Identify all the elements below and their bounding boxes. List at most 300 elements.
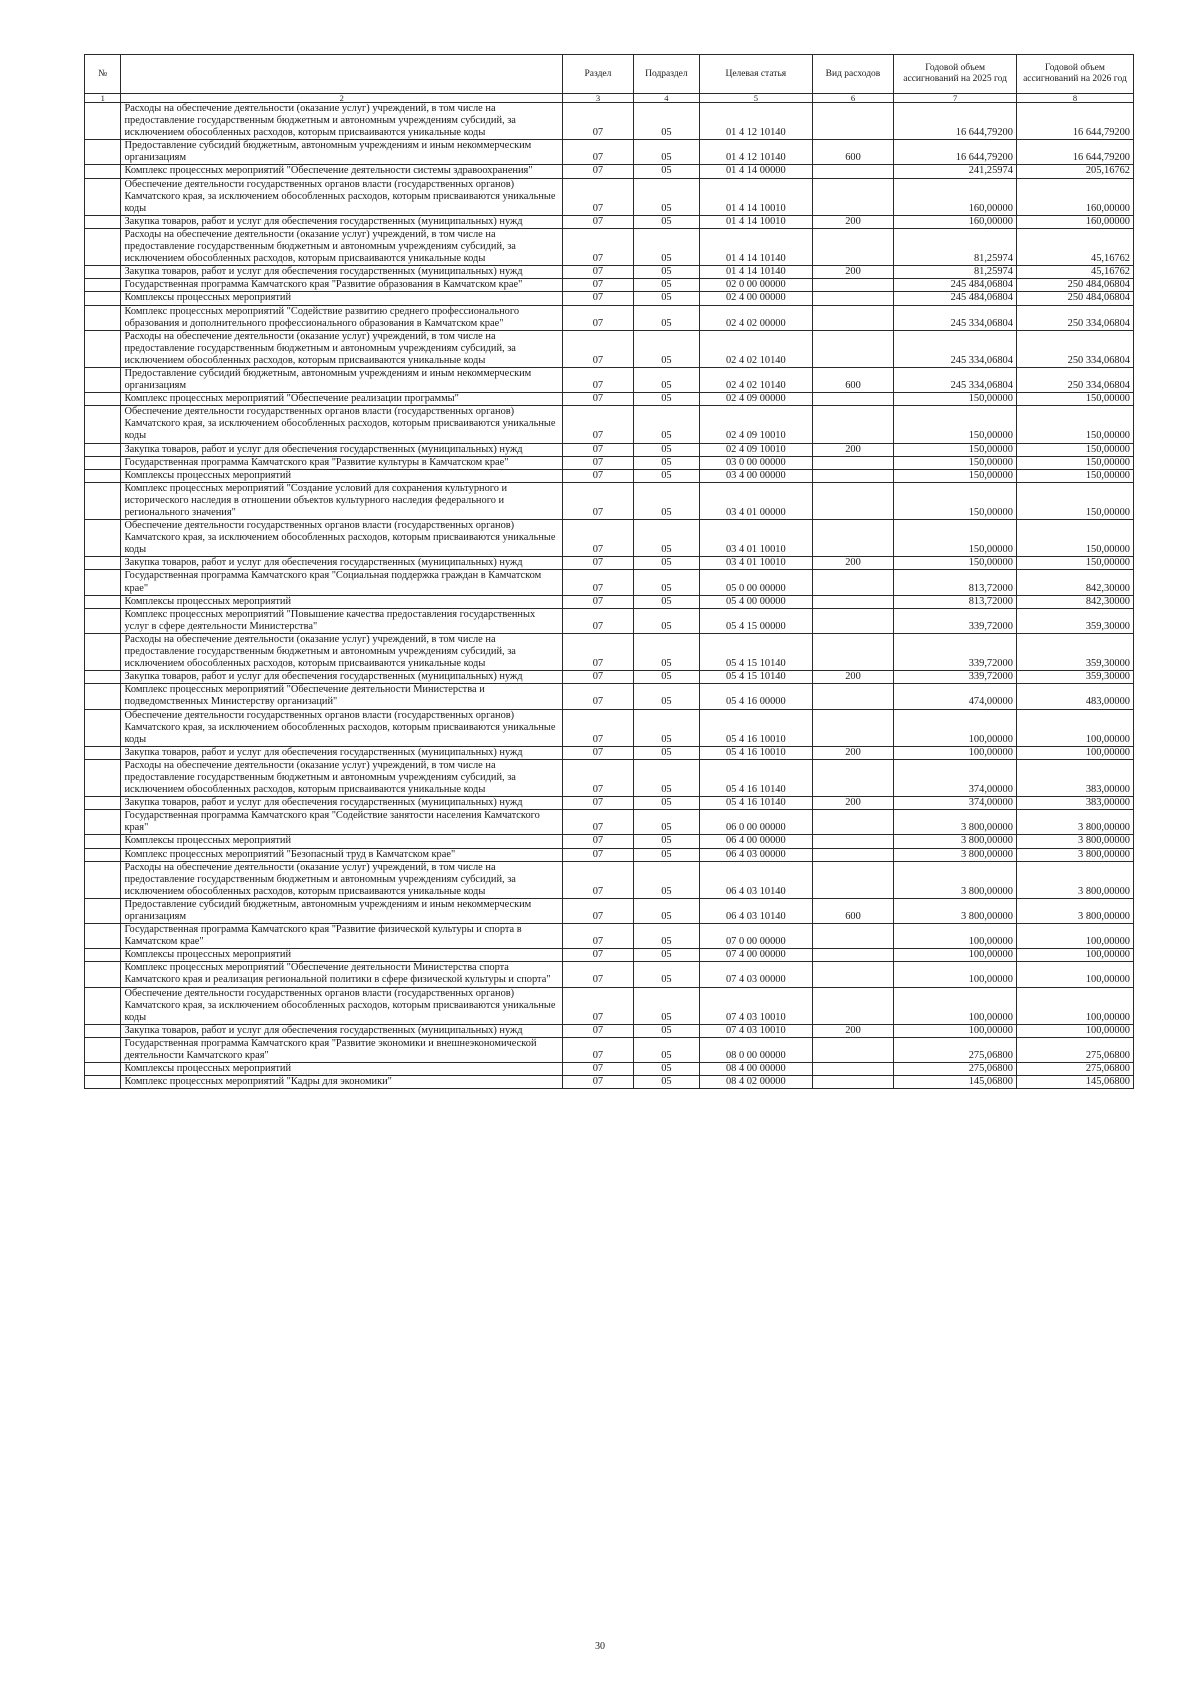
row-volume-2025-cell: 245 334,06804	[894, 305, 1017, 330]
row-volume-2025-cell: 241,25974	[894, 165, 1017, 178]
row-section-cell: 07	[563, 835, 634, 848]
row-expense-type-cell: 200	[812, 746, 894, 759]
row-name-cell: Расходы на обеспечение деятельности (оказание услуг) учреждений, в том числе на предоставление государственным бюджетным и автономным учреждениям субсидий, за исключением обособленных расходов, которым присваиваются уникальные коды	[121, 759, 563, 796]
row-volume-2026-cell: 250 484,06804	[1016, 279, 1133, 292]
row-section-cell: 07	[563, 330, 634, 367]
row-section-cell: 07	[563, 103, 634, 140]
row-volume-2025-cell: 150,00000	[894, 456, 1017, 469]
row-target-cell: 06 4 03 10140	[700, 861, 813, 898]
row-number-cell	[85, 469, 121, 482]
row-expense-type-cell: 200	[812, 266, 894, 279]
row-subsection-cell: 05	[633, 140, 699, 165]
row-number-cell	[85, 570, 121, 595]
row-section-cell: 07	[563, 266, 634, 279]
row-name-cell: Расходы на обеспечение деятельности (оказание услуг) учреждений, в том числе на предоставление государственным бюджетным и автономным учреждениям субсидий, за исключением обособленных расходов, которым присваиваются уникальные коды	[121, 330, 563, 367]
row-expense-type-cell	[812, 520, 894, 557]
row-subsection-cell: 05	[633, 469, 699, 482]
row-number-cell	[85, 393, 121, 406]
row-name-cell: Государственная программа Камчатского края "Социальная поддержка граждан в Камчатском крае"	[121, 570, 563, 595]
row-subsection-cell: 05	[633, 759, 699, 796]
table-row	[85, 1063, 1134, 1076]
table-row	[85, 746, 1134, 759]
row-target-cell: 07 4 00 00000	[700, 949, 813, 962]
row-target-cell: 01 4 14 10140	[700, 266, 813, 279]
row-number-cell	[85, 759, 121, 796]
row-subsection-cell: 05	[633, 861, 699, 898]
row-volume-2025-cell: 3 800,00000	[894, 835, 1017, 848]
row-section-cell: 07	[563, 456, 634, 469]
row-expense-type-cell	[812, 178, 894, 215]
row-subsection-cell: 05	[633, 456, 699, 469]
row-target-cell: 05 4 16 10140	[700, 759, 813, 796]
row-expense-type-cell	[812, 469, 894, 482]
row-section-cell: 07	[563, 1024, 634, 1037]
row-target-cell: 05 4 15 10140	[700, 633, 813, 670]
table-row	[85, 633, 1134, 670]
row-subsection-cell: 05	[633, 482, 699, 519]
table-row	[85, 178, 1134, 215]
row-volume-2025-cell: 275,06800	[894, 1063, 1017, 1076]
row-volume-2025-cell: 16 644,79200	[894, 103, 1017, 140]
row-number-cell	[85, 1076, 121, 1089]
table-row	[85, 292, 1134, 305]
row-volume-2025-cell: 150,00000	[894, 406, 1017, 443]
header-volume-2026: Годовой объем ассигнований на 2026 год	[1016, 55, 1133, 94]
row-name-cell: Расходы на обеспечение деятельности (оказание услуг) учреждений, в том числе на предоставление государственным бюджетным и автономным учреждениям субсидий, за исключением обособленных расходов, которым присваиваются уникальные коды	[121, 633, 563, 670]
table-row	[85, 469, 1134, 482]
row-volume-2026-cell: 842,30000	[1016, 570, 1133, 595]
row-subsection-cell: 05	[633, 1037, 699, 1062]
row-name-cell: Комплексы процессных мероприятий	[121, 469, 563, 482]
row-volume-2026-cell: 150,00000	[1016, 443, 1133, 456]
row-name-cell: Обеспечение деятельности государственных органов власти (государственных органов) Камчатского края, за исключением обособленных расходов, которым присваиваются уникальные коды	[121, 178, 563, 215]
row-volume-2026-cell: 3 800,00000	[1016, 898, 1133, 923]
row-section-cell: 07	[563, 305, 634, 330]
row-section-cell: 07	[563, 215, 634, 228]
row-volume-2025-cell: 374,00000	[894, 797, 1017, 810]
row-expense-type-cell: 600	[812, 898, 894, 923]
row-name-cell: Комплекс процессных мероприятий "Обеспечение деятельности системы здравоохранения"	[121, 165, 563, 178]
row-section-cell: 07	[563, 709, 634, 746]
row-name-cell: Комплекс процессных мероприятий "Кадры для экономики"	[121, 1076, 563, 1089]
row-name-cell: Закупка товаров, работ и услуг для обеспечения государственных (муниципальных) нужд	[121, 797, 563, 810]
row-expense-type-cell	[812, 165, 894, 178]
row-volume-2025-cell: 100,00000	[894, 1024, 1017, 1037]
row-target-cell: 06 0 00 00000	[700, 810, 813, 835]
row-target-cell: 01 4 14 00000	[700, 165, 813, 178]
row-section-cell: 07	[563, 595, 634, 608]
row-target-cell: 02 4 02 00000	[700, 305, 813, 330]
row-volume-2026-cell: 150,00000	[1016, 482, 1133, 519]
row-expense-type-cell	[812, 848, 894, 861]
row-subsection-cell: 05	[633, 520, 699, 557]
row-volume-2025-cell: 813,72000	[894, 570, 1017, 595]
row-target-cell: 02 4 02 10140	[700, 367, 813, 392]
row-name-cell: Государственная программа Камчатского края "Развитие экономики и внешнеэкономической деятельности Камчатского края"	[121, 1037, 563, 1062]
row-volume-2025-cell: 339,72000	[894, 671, 1017, 684]
row-name-cell: Предоставление субсидий бюджетным, автономным учреждениям и иным некоммерческим организациям	[121, 898, 563, 923]
row-target-cell: 05 4 16 10140	[700, 797, 813, 810]
row-target-cell: 01 4 12 10140	[700, 103, 813, 140]
table-row	[85, 305, 1134, 330]
row-target-cell: 02 0 00 00000	[700, 279, 813, 292]
row-expense-type-cell	[812, 305, 894, 330]
row-section-cell: 07	[563, 393, 634, 406]
row-target-cell: 03 4 01 10010	[700, 520, 813, 557]
row-volume-2026-cell: 359,30000	[1016, 633, 1133, 670]
row-volume-2025-cell: 145,06800	[894, 1076, 1017, 1089]
row-volume-2026-cell: 45,16762	[1016, 266, 1133, 279]
row-target-cell: 02 4 09 00000	[700, 393, 813, 406]
row-expense-type-cell	[812, 595, 894, 608]
row-name-cell: Обеспечение деятельности государственных органов власти (государственных органов) Камчатского края, за исключением обособленных расходов, которым присваиваются уникальные коды	[121, 709, 563, 746]
column-number: 4	[633, 94, 699, 103]
row-name-cell: Предоставление субсидий бюджетным, автономным учреждениям и иным некоммерческим организациям	[121, 367, 563, 392]
row-expense-type-cell	[812, 608, 894, 633]
table-row	[85, 367, 1134, 392]
row-number-cell	[85, 797, 121, 810]
row-expense-type-cell	[812, 810, 894, 835]
table-row	[85, 456, 1134, 469]
row-name-cell: Обеспечение деятельности государственных органов власти (государственных органов) Камчатского края, за исключением обособленных расходов, которым присваиваются уникальные коды	[121, 406, 563, 443]
row-expense-type-cell	[812, 684, 894, 709]
row-name-cell: Расходы на обеспечение деятельности (оказание услуг) учреждений, в том числе на предоставление государственным бюджетным и автономным учреждениям субсидий, за исключением обособленных расходов, которым присваиваются уникальные коды	[121, 861, 563, 898]
row-expense-type-cell: 200	[812, 1024, 894, 1037]
row-subsection-cell: 05	[633, 949, 699, 962]
row-name-cell: Комплекс процессных мероприятий "Повышение качества предоставления государственных услуг в сфере деятельности Министерства"	[121, 608, 563, 633]
row-volume-2025-cell: 3 800,00000	[894, 861, 1017, 898]
row-name-cell: Комплекс процессных мероприятий "Обеспечение реализации программы"	[121, 393, 563, 406]
row-volume-2026-cell: 383,00000	[1016, 759, 1133, 796]
table-row	[85, 898, 1134, 923]
row-name-cell: Государственная программа Камчатского края "Содействие занятости населения Камчатского края"	[121, 810, 563, 835]
row-name-cell: Расходы на обеспечение деятельности (оказание услуг) учреждений, в том числе на предоставление государственным бюджетным и автономным учреждениям субсидий, за исключением обособленных расходов, которым присваиваются уникальные коды	[121, 228, 563, 265]
row-subsection-cell: 05	[633, 898, 699, 923]
row-target-cell: 08 4 00 00000	[700, 1063, 813, 1076]
column-number: 1	[85, 94, 121, 103]
row-expense-type-cell	[812, 570, 894, 595]
page-number: 30	[595, 1641, 605, 1652]
row-expense-type-cell	[812, 861, 894, 898]
table-row	[85, 406, 1134, 443]
row-number-cell	[85, 456, 121, 469]
table-header-row	[85, 55, 1134, 94]
row-target-cell: 01 4 12 10140	[700, 140, 813, 165]
row-section-cell: 07	[563, 962, 634, 987]
table-row	[85, 684, 1134, 709]
row-subsection-cell: 05	[633, 215, 699, 228]
row-section-cell: 07	[563, 671, 634, 684]
row-volume-2025-cell: 100,00000	[894, 924, 1017, 949]
row-volume-2026-cell: 100,00000	[1016, 924, 1133, 949]
row-volume-2026-cell: 150,00000	[1016, 557, 1133, 570]
row-expense-type-cell	[812, 1076, 894, 1089]
row-number-cell	[85, 215, 121, 228]
row-number-cell	[85, 367, 121, 392]
row-target-cell: 05 0 00 00000	[700, 570, 813, 595]
row-volume-2026-cell: 100,00000	[1016, 962, 1133, 987]
table-row	[85, 797, 1134, 810]
row-volume-2025-cell: 150,00000	[894, 443, 1017, 456]
row-name-cell: Закупка товаров, работ и услуг для обеспечения государственных (муниципальных) нужд	[121, 1024, 563, 1037]
row-volume-2025-cell: 150,00000	[894, 482, 1017, 519]
budget-table	[84, 54, 1134, 1089]
row-subsection-cell: 05	[633, 595, 699, 608]
row-volume-2026-cell: 483,00000	[1016, 684, 1133, 709]
row-name-cell: Предоставление субсидий бюджетным, автономным учреждениям и иным некоммерческим организациям	[121, 140, 563, 165]
row-expense-type-cell	[812, 759, 894, 796]
row-number-cell	[85, 266, 121, 279]
row-volume-2025-cell: 3 800,00000	[894, 810, 1017, 835]
row-target-cell: 06 4 03 00000	[700, 848, 813, 861]
row-volume-2026-cell: 250 484,06804	[1016, 292, 1133, 305]
row-target-cell: 05 4 16 10010	[700, 746, 813, 759]
row-target-cell: 05 4 16 00000	[700, 684, 813, 709]
row-number-cell	[85, 709, 121, 746]
row-volume-2025-cell: 160,00000	[894, 178, 1017, 215]
row-volume-2026-cell: 45,16762	[1016, 228, 1133, 265]
row-subsection-cell: 05	[633, 406, 699, 443]
row-expense-type-cell	[812, 709, 894, 746]
row-expense-type-cell	[812, 835, 894, 848]
column-number: 7	[894, 94, 1017, 103]
row-subsection-cell: 05	[633, 165, 699, 178]
row-volume-2026-cell: 3 800,00000	[1016, 861, 1133, 898]
header-subsection: Подраздел	[633, 55, 699, 94]
row-section-cell: 07	[563, 570, 634, 595]
row-name-cell: Комплекс процессных мероприятий "Создание условий для сохранения культурного и исторического наследия в отношении объектов культурного наследия федерального и регионального значения"	[121, 482, 563, 519]
table-row	[85, 759, 1134, 796]
row-name-cell: Обеспечение деятельности государственных органов власти (государственных органов) Камчатского края, за исключением обособленных расходов, которым присваиваются уникальные коды	[121, 520, 563, 557]
row-name-cell: Государственная программа Камчатского края "Развитие культуры в Камчатском крае"	[121, 456, 563, 469]
row-volume-2026-cell: 150,00000	[1016, 456, 1133, 469]
row-subsection-cell: 05	[633, 330, 699, 367]
row-name-cell: Расходы на обеспечение деятельности (оказание услуг) учреждений, в том числе на предоставление государственным бюджетным и автономным учреждениям субсидий, за исключением обособленных расходов, которым присваиваются уникальные коды	[121, 103, 563, 140]
row-expense-type-cell	[812, 987, 894, 1024]
row-target-cell: 08 0 00 00000	[700, 1037, 813, 1062]
row-target-cell: 01 4 14 10010	[700, 215, 813, 228]
table-row	[85, 848, 1134, 861]
row-volume-2025-cell: 245 484,06804	[894, 279, 1017, 292]
row-subsection-cell: 05	[633, 924, 699, 949]
table-row	[85, 140, 1134, 165]
header-expense-type: Вид расходов	[812, 55, 894, 94]
row-target-cell: 02 4 00 00000	[700, 292, 813, 305]
row-volume-2026-cell: 145,06800	[1016, 1076, 1133, 1089]
table-row	[85, 279, 1134, 292]
row-section-cell: 07	[563, 406, 634, 443]
row-expense-type-cell: 600	[812, 140, 894, 165]
row-target-cell: 03 4 01 10010	[700, 557, 813, 570]
row-volume-2026-cell: 100,00000	[1016, 746, 1133, 759]
row-volume-2026-cell: 150,00000	[1016, 520, 1133, 557]
row-name-cell: Комплексы процессных мероприятий	[121, 1063, 563, 1076]
row-expense-type-cell	[812, 456, 894, 469]
row-section-cell: 07	[563, 924, 634, 949]
row-target-cell: 05 4 00 00000	[700, 595, 813, 608]
row-number-cell	[85, 520, 121, 557]
row-name-cell: Государственная программа Камчатского края "Развитие образования в Камчатском крае"	[121, 279, 563, 292]
table-row	[85, 861, 1134, 898]
table-row	[85, 393, 1134, 406]
table-row	[85, 1037, 1134, 1062]
row-volume-2026-cell: 3 800,00000	[1016, 810, 1133, 835]
row-target-cell: 01 4 14 10140	[700, 228, 813, 265]
row-subsection-cell: 05	[633, 1076, 699, 1089]
row-volume-2025-cell: 160,00000	[894, 215, 1017, 228]
row-section-cell: 07	[563, 898, 634, 923]
row-volume-2025-cell: 100,00000	[894, 709, 1017, 746]
row-expense-type-cell	[812, 633, 894, 670]
row-volume-2025-cell: 3 800,00000	[894, 898, 1017, 923]
table-row	[85, 330, 1134, 367]
row-volume-2025-cell: 81,25974	[894, 266, 1017, 279]
row-number-cell	[85, 165, 121, 178]
row-section-cell: 07	[563, 684, 634, 709]
row-name-cell: Комплексы процессных мероприятий	[121, 835, 563, 848]
row-expense-type-cell	[812, 482, 894, 519]
table-row	[85, 482, 1134, 519]
table-row	[85, 987, 1134, 1024]
row-number-cell	[85, 557, 121, 570]
row-subsection-cell: 05	[633, 987, 699, 1024]
row-volume-2026-cell: 100,00000	[1016, 1024, 1133, 1037]
table-row	[85, 520, 1134, 557]
row-expense-type-cell	[812, 1063, 894, 1076]
table-row	[85, 266, 1134, 279]
table-row	[85, 1076, 1134, 1089]
row-subsection-cell: 05	[633, 709, 699, 746]
row-number-cell	[85, 633, 121, 670]
row-subsection-cell: 05	[633, 367, 699, 392]
row-subsection-cell: 05	[633, 292, 699, 305]
row-subsection-cell: 05	[633, 835, 699, 848]
row-volume-2026-cell: 100,00000	[1016, 987, 1133, 1024]
document-page	[84, 54, 1134, 1089]
row-subsection-cell: 05	[633, 279, 699, 292]
row-section-cell: 07	[563, 292, 634, 305]
row-section-cell: 07	[563, 633, 634, 670]
column-number: 3	[563, 94, 634, 103]
header-section: Раздел	[563, 55, 634, 94]
row-subsection-cell: 05	[633, 557, 699, 570]
row-expense-type-cell	[812, 228, 894, 265]
table-row	[85, 810, 1134, 835]
row-expense-type-cell	[812, 292, 894, 305]
row-section-cell: 07	[563, 861, 634, 898]
table-row	[85, 595, 1134, 608]
row-subsection-cell: 05	[633, 570, 699, 595]
row-volume-2025-cell: 100,00000	[894, 987, 1017, 1024]
row-number-cell	[85, 292, 121, 305]
row-subsection-cell: 05	[633, 746, 699, 759]
row-volume-2026-cell: 3 800,00000	[1016, 835, 1133, 848]
row-expense-type-cell	[812, 1037, 894, 1062]
row-section-cell: 07	[563, 1076, 634, 1089]
row-subsection-cell: 05	[633, 848, 699, 861]
row-volume-2026-cell: 275,06800	[1016, 1037, 1133, 1062]
table-row	[85, 962, 1134, 987]
row-number-cell	[85, 1063, 121, 1076]
row-number-cell	[85, 103, 121, 140]
row-number-cell	[85, 443, 121, 456]
row-name-cell: Комплекс процессных мероприятий "Обеспечение деятельности Министерства и подведомственных Министерству организаций"	[121, 684, 563, 709]
row-name-cell: Комплекс процессных мероприятий "Безопасный труд в Камчатском крае"	[121, 848, 563, 861]
row-expense-type-cell: 200	[812, 443, 894, 456]
row-number-cell	[85, 279, 121, 292]
row-target-cell: 07 0 00 00000	[700, 924, 813, 949]
row-target-cell: 05 4 15 10140	[700, 671, 813, 684]
table-row	[85, 165, 1134, 178]
row-section-cell: 07	[563, 746, 634, 759]
row-volume-2025-cell: 3 800,00000	[894, 848, 1017, 861]
row-volume-2026-cell: 275,06800	[1016, 1063, 1133, 1076]
row-expense-type-cell	[812, 103, 894, 140]
column-number-row	[85, 94, 1134, 103]
row-number-cell	[85, 330, 121, 367]
row-section-cell: 07	[563, 1037, 634, 1062]
row-expense-type-cell: 200	[812, 557, 894, 570]
row-section-cell: 07	[563, 797, 634, 810]
row-expense-type-cell	[812, 949, 894, 962]
row-volume-2025-cell: 81,25974	[894, 228, 1017, 265]
row-name-cell: Комплексы процессных мероприятий	[121, 292, 563, 305]
row-section-cell: 07	[563, 165, 634, 178]
column-number: 2	[121, 94, 563, 103]
row-target-cell: 07 4 03 10010	[700, 1024, 813, 1037]
row-name-cell: Комплексы процессных мероприятий	[121, 949, 563, 962]
row-number-cell	[85, 949, 121, 962]
row-target-cell: 05 4 15 00000	[700, 608, 813, 633]
row-volume-2025-cell: 150,00000	[894, 557, 1017, 570]
row-volume-2025-cell: 275,06800	[894, 1037, 1017, 1062]
row-number-cell	[85, 810, 121, 835]
row-name-cell: Закупка товаров, работ и услуг для обеспечения государственных (муниципальных) нужд	[121, 266, 563, 279]
row-subsection-cell: 05	[633, 684, 699, 709]
column-number: 5	[700, 94, 813, 103]
row-number-cell	[85, 684, 121, 709]
row-section-cell: 07	[563, 482, 634, 519]
row-number-cell	[85, 848, 121, 861]
row-volume-2026-cell: 16 644,79200	[1016, 103, 1133, 140]
row-subsection-cell: 05	[633, 810, 699, 835]
header-volume-2025: Годовой объем ассигнований на 2025 год	[894, 55, 1017, 94]
row-name-cell: Закупка товаров, работ и услуг для обеспечения государственных (муниципальных) нужд	[121, 671, 563, 684]
row-number-cell	[85, 305, 121, 330]
header-target: Целевая статья	[700, 55, 813, 94]
row-expense-type-cell: 200	[812, 215, 894, 228]
row-target-cell: 01 4 14 10010	[700, 178, 813, 215]
row-volume-2025-cell: 150,00000	[894, 469, 1017, 482]
row-volume-2025-cell: 474,00000	[894, 684, 1017, 709]
row-section-cell: 07	[563, 1063, 634, 1076]
row-expense-type-cell	[812, 962, 894, 987]
row-number-cell	[85, 861, 121, 898]
row-subsection-cell: 05	[633, 797, 699, 810]
row-name-cell: Закупка товаров, работ и услуг для обеспечения государственных (муниципальных) нужд	[121, 215, 563, 228]
row-number-cell	[85, 898, 121, 923]
row-subsection-cell: 05	[633, 266, 699, 279]
table-row	[85, 924, 1134, 949]
row-section-cell: 07	[563, 178, 634, 215]
header-number: №	[85, 55, 121, 94]
row-expense-type-cell	[812, 279, 894, 292]
row-number-cell	[85, 1024, 121, 1037]
row-subsection-cell: 05	[633, 443, 699, 456]
row-volume-2026-cell: 100,00000	[1016, 709, 1133, 746]
row-name-cell: Государственная программа Камчатского края "Развитие физической культуры и спорта в Камчатском крае"	[121, 924, 563, 949]
table-row	[85, 557, 1134, 570]
